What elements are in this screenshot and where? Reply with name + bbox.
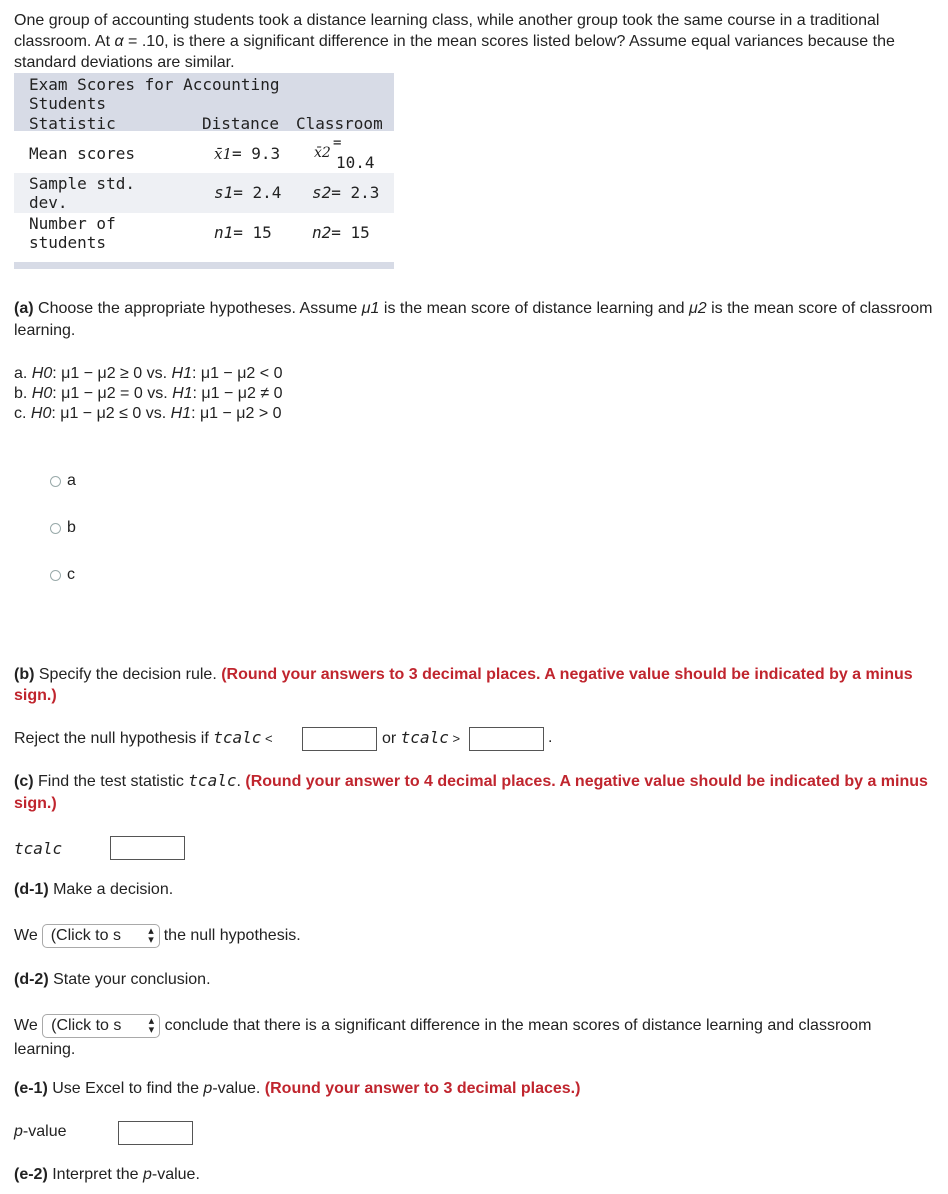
intro-text [14,10,934,73]
classroom-n [312,223,370,243]
conclusion-select[interactable] [42,1014,160,1038]
choice-prefix: b. [14,385,32,402]
classroom-n-value: = 15 [331,223,370,242]
upper-critical-value-input[interactable] [469,727,544,751]
part-e1-text2: -value. [212,1080,265,1097]
choice-b-text [14,384,282,404]
table-bottom-bar [14,262,394,269]
part-e1-prompt [14,1078,580,1100]
part-b-label: (b) [14,666,35,683]
part-e2-label: (e-2) [14,1166,48,1183]
conclusion-we: We [14,1017,38,1035]
part-d2-prompt [14,969,211,991]
distance-mean [214,144,280,164]
distance-mean-value: = 9.3 [232,144,281,163]
part-a-text2: is the mean score of distance learning and [379,300,689,317]
h1-expression: : μ1 − μ2 ≠ 0 [192,385,283,402]
exam-scores-table [14,73,394,269]
n1-symbol: n1 [214,223,234,242]
part-e1-label: (e-1) [14,1080,48,1097]
radio-label-b: b [67,519,76,536]
xbar1-symbol: x̄1 [214,145,233,163]
decision-after-text: the null hypothesis. [163,927,301,944]
lower-critical-value-input[interactable] [302,727,377,751]
part-a-text3: is the mean score of classroom learning. [14,300,933,339]
classroom-mean-value: 10.4 [336,153,375,172]
col-header-classroom: Classroom [296,114,383,133]
mu2-symbol: μ2 [688,300,707,317]
tcalc-field-label: tcalc [14,839,63,858]
h1-expression: : μ1 − μ2 > 0 [191,405,282,422]
h0-symbol: H0 [30,405,52,422]
radio-circle-c[interactable] [50,570,61,581]
classroom-std [312,183,379,203]
intro-text-part2: = .10, is there a significant difference in the mean scores listed below? Assume equal variances because the standard deviations are similar. [14,33,895,71]
h1-expression: : μ1 − μ2 < 0 [191,365,283,382]
col-header-statistic: Statistic [29,114,116,133]
tcalc-symbol: tcalc [213,728,262,747]
or-text: or [382,730,401,747]
row-label-n-line2: students [29,233,107,252]
select-arrows-icon: ▴ ▾ [148,1015,155,1036]
less-than-sign: < [261,731,273,746]
table-title-line1: Exam Scores for Accounting [29,75,280,94]
distance-std [214,183,281,203]
part-d1-prompt [14,879,173,901]
decision-rule-text: Reject the null hypothesis if [14,730,214,747]
select-arrows-icon: ▴ ▾ [148,925,154,946]
part-c-prompt [14,770,939,815]
part-b-prompt [14,664,939,706]
part-e1-instruction: (Round your answer to 3 decimal places.) [264,1080,581,1097]
decision-rule-end: . [548,729,553,746]
decision-select-value: (Click to s [50,927,121,944]
part-d2-text: State your conclusion. [48,971,211,988]
decision-select[interactable] [42,924,160,948]
xbar2-symbol: x̄2 [314,145,331,161]
distance-n [214,223,272,243]
part-a-text1: Choose the appropriate hypotheses. Assume [33,300,362,317]
part-c-label: (c) [14,773,34,790]
row-label-n-line1: Number of [29,214,116,233]
part-a-label: (a) [14,300,34,317]
radio-circle-b[interactable] [50,523,61,534]
radio-circle-a[interactable] [50,476,61,487]
part-b-instruction: (Round your answers to 3 decimal places. A negative value should be indicated by a minus sign.) [14,666,913,704]
intro-text-part1: One group of accounting students took a distance learning class, while another group took the same course in a traditional classroom. At [14,12,880,50]
part-d2-label: (d-2) [14,971,49,988]
tcalc-symbol: tcalc [188,771,237,790]
s2-symbol: s2 [312,183,332,202]
h1-symbol: H1 [172,385,193,402]
decision-rule-line [14,727,273,750]
h0-expression: : μ1 − μ2 ≥ 0 vs. [52,365,172,382]
row-label-std-line2: dev. [29,193,68,212]
radio-option-b[interactable] [50,519,76,537]
conclusion-select-value: (Click to s [51,1017,122,1034]
decision-rule-or [382,727,460,750]
decision-line [14,924,301,948]
part-c-text: Find the test statistic [33,773,189,790]
distance-std-value: = 2.4 [233,183,282,202]
table-title-line2: Students [29,94,107,113]
p-symbol: p [203,1080,213,1097]
h0-symbol: H0 [31,385,53,402]
choice-c-text [14,404,282,424]
choice-a-text [14,364,282,384]
conclusion-line [14,1014,914,1062]
row-label-std-line1: Sample std. [29,174,135,193]
radio-option-a[interactable] [50,472,76,490]
hypothesis-choices [14,364,282,424]
row-label-mean-scores: Mean scores [29,144,135,163]
h0-symbol: H0 [31,365,53,382]
classroom-mean-equals: = [333,135,342,151]
alpha-symbol: α [114,33,124,50]
h1-symbol: H1 [171,365,192,382]
part-d1-label: (d-1) [14,881,49,898]
part-e1-text1: Use Excel to find the [47,1080,204,1097]
p-symbol: p [14,1123,23,1140]
tcalc-symbol: tcalc [400,728,449,747]
radio-option-c[interactable] [50,566,75,584]
part-d1-text: Make a decision. [48,881,174,898]
p-value-field-label [14,1121,66,1143]
p-value-label-text: -value [22,1123,67,1140]
decision-we: We [14,927,38,944]
p-value-input[interactable] [118,1121,193,1145]
mu1-symbol: μ1 [361,300,380,317]
part-b-text: Specify the decision rule. [34,666,222,683]
part-e2-prompt [14,1164,200,1186]
h0-expression: : μ1 − μ2 = 0 vs. [52,385,173,402]
part-c-dot: . [236,773,246,790]
h0-expression: : μ1 − μ2 ≤ 0 vs. [51,405,171,422]
test-statistic-input[interactable] [110,836,185,860]
p-symbol: p [142,1166,152,1183]
part-e2-text2: -value. [151,1166,200,1183]
part-e2-text1: Interpret the [47,1166,143,1183]
greater-than-sign: > [448,731,461,746]
choice-prefix: a. [14,365,32,382]
s1-symbol: s1 [214,183,234,202]
radio-label-a: a [67,472,76,489]
col-header-distance: Distance [202,114,280,133]
radio-label-c: c [67,566,75,583]
part-a-prompt [14,298,939,342]
distance-n-value: = 15 [233,223,272,242]
h1-symbol: H1 [170,405,192,422]
classroom-std-value: = 2.3 [331,183,380,202]
n2-symbol: n2 [312,223,332,242]
conclusion-after-text: conclude that there is a significant difference in the mean scores of distance learning and classroom learning. [14,1017,872,1059]
choice-prefix: c. [14,405,31,422]
part-c-instruction: (Round your answer to 4 decimal places. A negative value should be indicated by a minus sign.) [14,773,928,812]
